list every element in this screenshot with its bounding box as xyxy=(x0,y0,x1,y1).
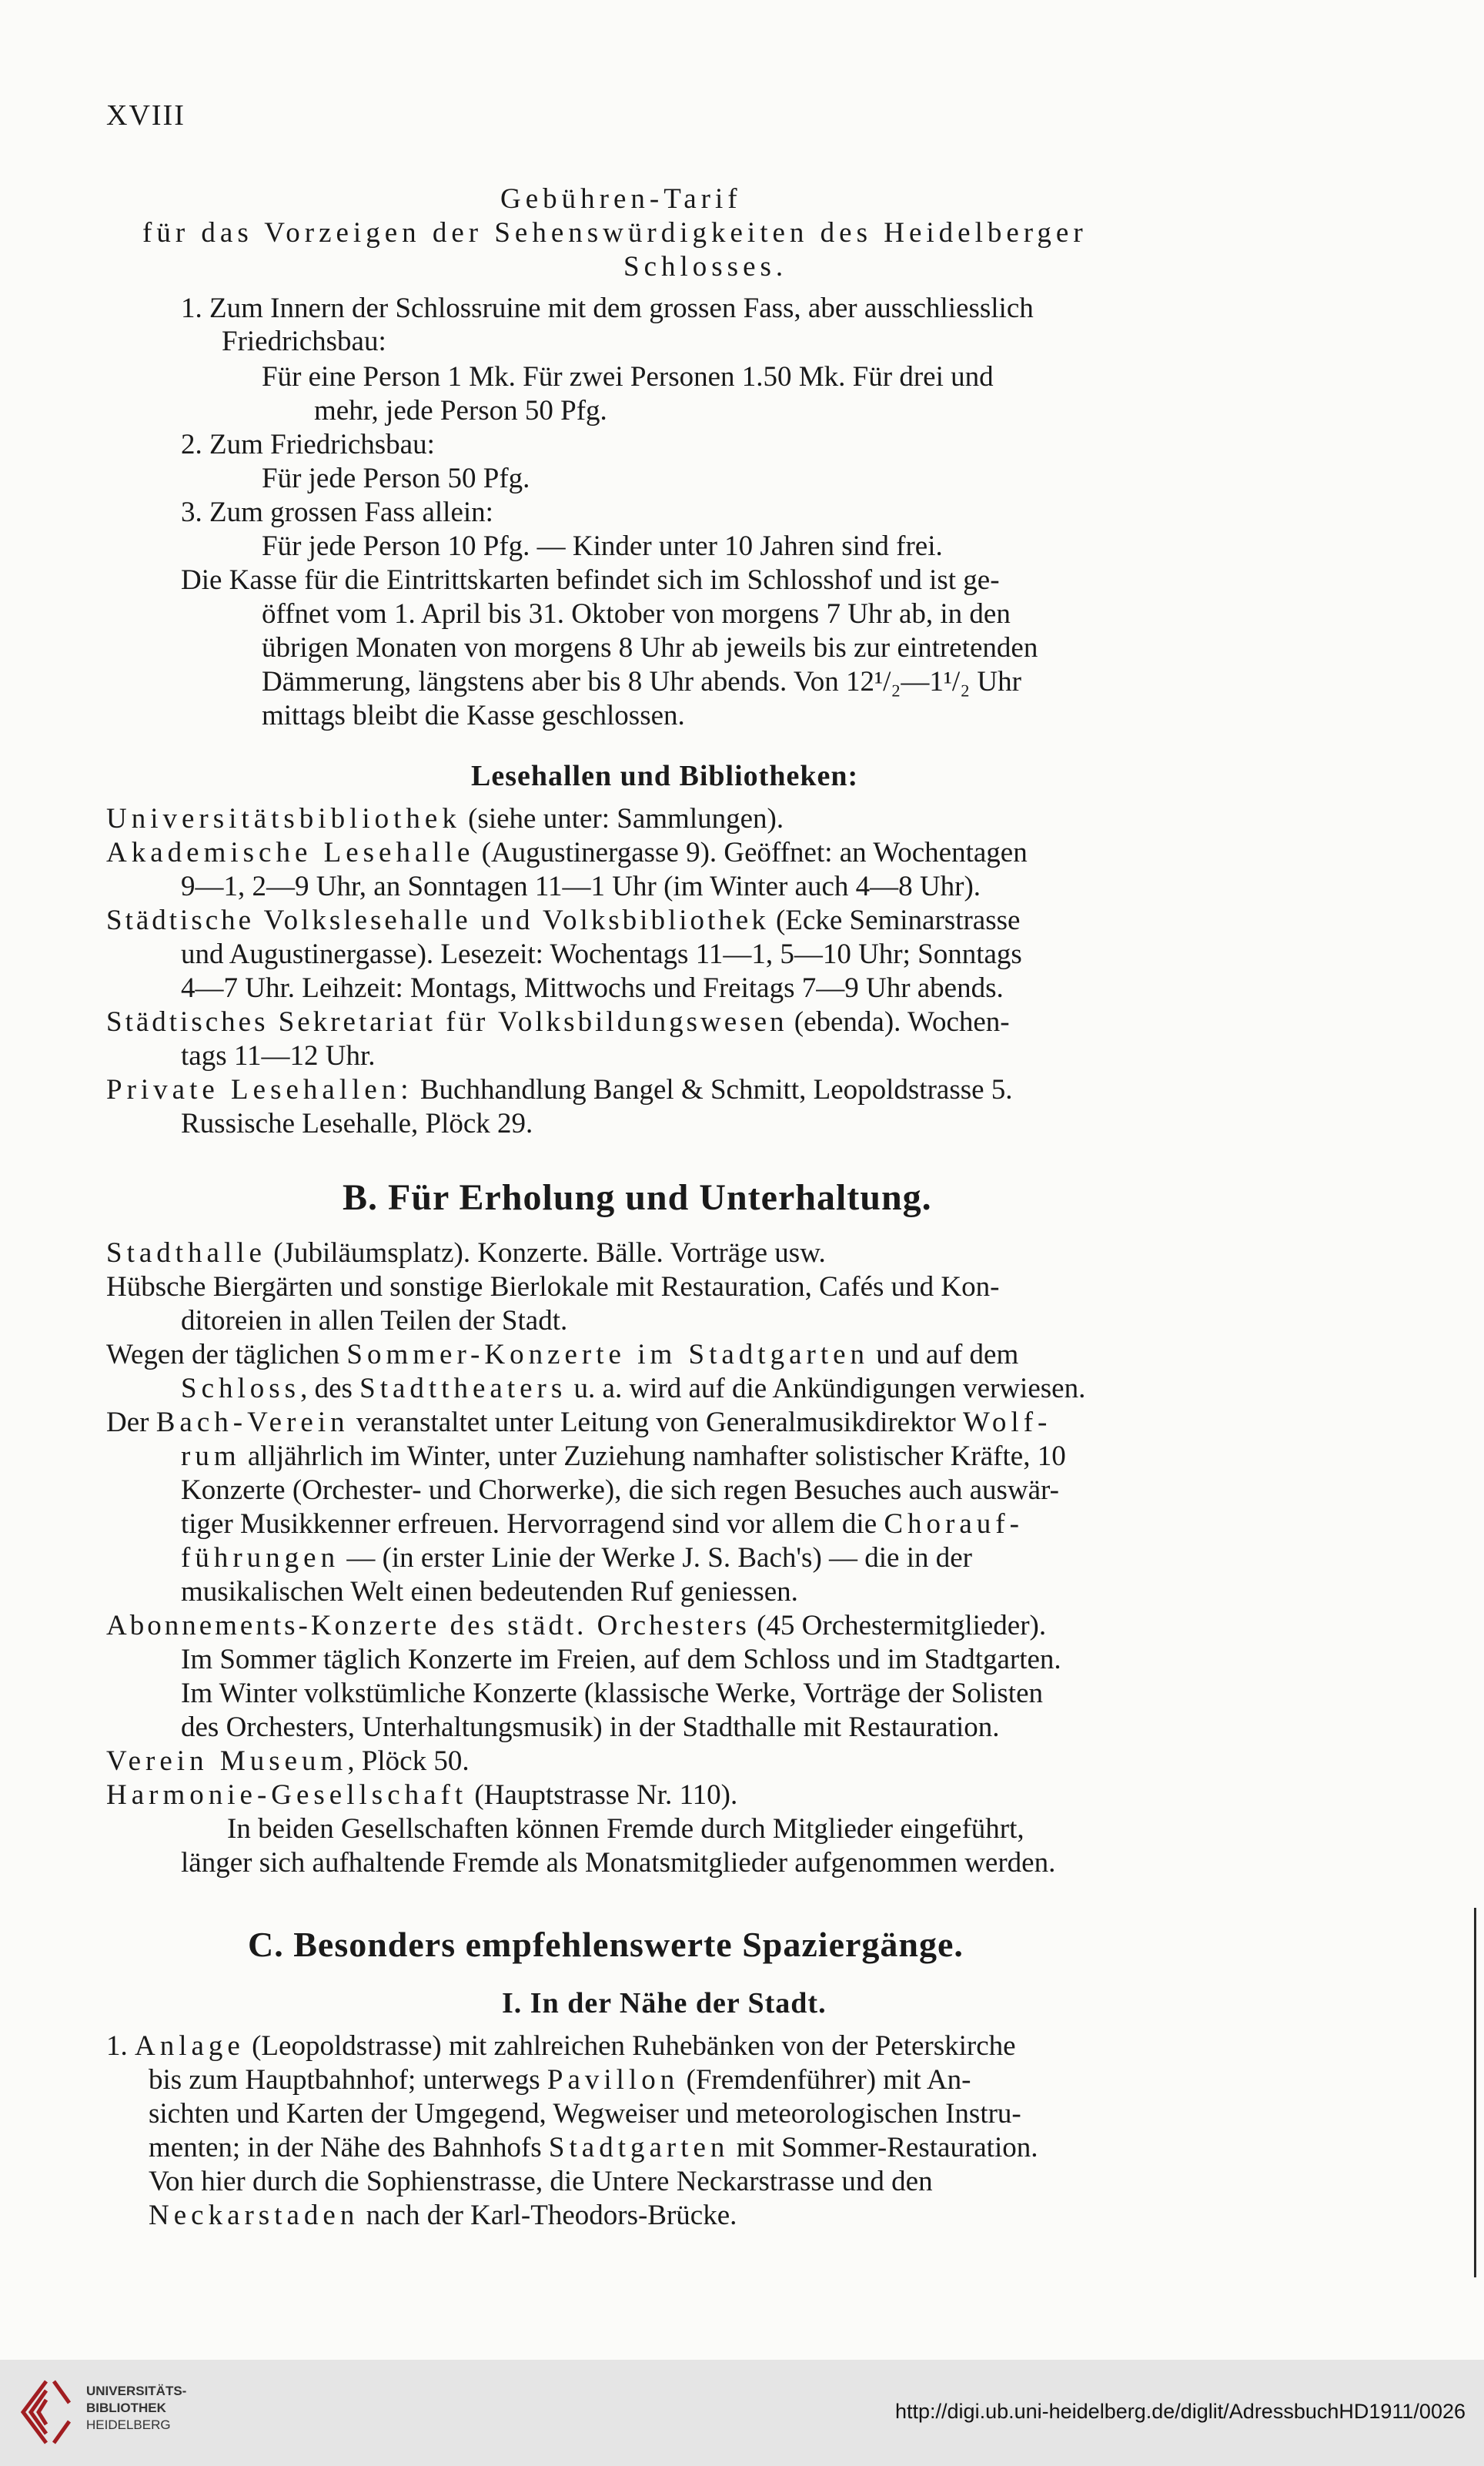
entry-name: Schloss xyxy=(181,1373,301,1404)
entry-text: (Augustinergasse 9). Geöffnet: an Wochentagen xyxy=(474,837,1028,868)
entry-text: Buchhandlung Bangel & Schmitt, Leopoldstrasse 5. xyxy=(413,1074,1013,1106)
lesehallen-heading: Lesehallen und Bibliotheken: xyxy=(471,760,859,792)
kasse-text: mittags bleibt die Kasse geschlossen. xyxy=(262,700,685,731)
footer-bar xyxy=(0,2360,1484,2466)
entry-text: Russische Lesehalle, Plöck 29. xyxy=(181,1108,533,1139)
tariff-item-1-price: Für eine Person 1 Mk. Für zwei Personen 1.50 Mk. Für drei und xyxy=(262,361,994,393)
entry-name: Neckarstaden xyxy=(149,2200,359,2231)
entry-text: Konzerte (Orchester- und Chorwerke), die sich regen Besuches auch auswär- xyxy=(181,1474,1059,1506)
entry-stadthalle xyxy=(106,1236,826,1270)
entry-akademische-lesehalle xyxy=(106,836,1028,870)
source-url-link[interactable]: http://digi.ub.uni-heidelberg.de/diglit/AdressbuchHD1911/0026 xyxy=(895,2400,1466,2423)
entry-name: Bach-Verein xyxy=(155,1407,349,1438)
page-number: XVIII xyxy=(106,99,186,132)
entry-private-lesehallen xyxy=(106,1073,1013,1107)
entry-text: 4—7 Uhr. Leihzeit: Montags, Mittwochs und Freitags 7—9 Uhr abends. xyxy=(181,972,1004,1004)
entry-text: (Ecke Seminarstrasse xyxy=(768,905,1021,936)
entry-text: alljährlich im Winter, unter Zuziehung namhafter solistischer Kräfte, 10 xyxy=(240,1440,1066,1472)
tariff-subtitle-cont: Schlosses. xyxy=(623,251,788,283)
entry-text: 1. xyxy=(106,2030,135,2062)
entry-bach-verein xyxy=(106,1406,1051,1440)
section-c-heading: C. Besonders empfehlenswerte Spaziergänge. xyxy=(248,1925,964,1964)
entry-text: (Leopoldstrasse) mit zahlreichen Ruhebänken von der Peterskirche xyxy=(244,2030,1016,2062)
entry-text xyxy=(181,1440,1066,1474)
tariff-subtitle: für das Vorzeigen der Sehenswürdigkeiten des Heidelberger xyxy=(142,217,1088,249)
entry-text: bis zum Hauptbahnhof; unterwegs xyxy=(149,2064,547,2096)
tariff-title: Gebühren-Tarif xyxy=(500,183,742,215)
tariff-item-1-price-cont: mehr, jede Person 50 Pfg. xyxy=(314,395,607,427)
entry-text: u. a. wird auf die Ankündigungen verwiesen. xyxy=(567,1373,1086,1404)
entry-text xyxy=(181,1541,972,1575)
tariff-item-2: 2. Zum Friedrichsbau: xyxy=(181,429,435,460)
entry-sommer-konzerte xyxy=(106,1338,1018,1372)
entry-text: sichten und Karten der Umgegend, Wegweiser und meteorologischen Instru- xyxy=(149,2098,1021,2130)
entry-name: Stadttheaters xyxy=(359,1373,567,1404)
entry-name: Universitätsbibliothek xyxy=(106,803,461,835)
entry-text: mit Sommer-Restauration. xyxy=(729,2132,1038,2163)
entry-name: Harmonie-Gesellschaft xyxy=(106,1779,468,1811)
entry-name: Stadthalle xyxy=(106,1237,266,1269)
entry-text: Im Sommer täglich Konzerte im Freien, auf dem Schloss und im Stadtgarten. xyxy=(181,1644,1061,1675)
entry-text: menten; in der Nähe des Bahnhofs xyxy=(149,2132,549,2163)
section-b-heading: B. Für Erholung und Unterhaltung. xyxy=(343,1177,932,1218)
entry-text: (45 Orchestermitglieder). xyxy=(749,1610,1047,1641)
entry-name: Stadtgarten xyxy=(548,2132,730,2163)
entry-name: Städtische Volkslesehalle und Volksbibliothek xyxy=(106,905,769,936)
entry-text: nach der Karl-Theodors-Brücke. xyxy=(359,2200,737,2231)
entry-name: Wolf- xyxy=(962,1407,1052,1438)
entry-text: länger sich aufhaltende Fremde als Monatsmitglieder aufgenommen werden. xyxy=(181,1847,1056,1879)
kasse-text: übrigen Monaten von morgens 8 Uhr ab jeweils bis zur eintretenden xyxy=(262,632,1038,664)
university-library-logo-icon xyxy=(15,2375,77,2452)
entry-text: und auf dem xyxy=(869,1339,1019,1370)
logo-line: UNIVERSITÄTS- xyxy=(86,2384,187,2398)
entry-text: , Plöck 50. xyxy=(347,1745,470,1777)
entry-text: In beiden Gesellschaften können Fremde durch Mitglieder eingeführt, xyxy=(227,1813,1024,1845)
entry-universitaetsbibliothek xyxy=(106,802,784,836)
scan-edge-line xyxy=(1474,1908,1476,2277)
entry-name: Verein Museum xyxy=(106,1745,348,1777)
tariff-item-2-price: Für jede Person 50 Pfg. xyxy=(262,463,530,494)
entry-name: Städtisches Sekretariat für Volksbildungswesen xyxy=(106,1006,787,1038)
entry-biergaerten: Hübsche Biergärten und sonstige Bierlokale mit Restauration, Cafés und Kon- xyxy=(106,1271,1000,1303)
entry-text xyxy=(149,2063,971,2097)
tariff-item-1-cont: Friedrichsbau: xyxy=(222,326,386,357)
entry-text: 9—1, 2—9 Uhr, an Sonntagen 11—1 Uhr (im Winter auch 4—8 Uhr). xyxy=(181,871,981,902)
logo-line: BIBLIOTHEK xyxy=(86,2401,166,2415)
entry-text: Der xyxy=(106,1407,156,1438)
entry-name: Private Lesehallen: xyxy=(106,1074,413,1106)
entry-text: — (in erster Linie der Werke J. S. Bach's) — die in der xyxy=(339,1542,972,1574)
entry-text: (ebenda). Wochen- xyxy=(787,1006,1010,1038)
entry-harmonie-gesellschaft xyxy=(106,1778,737,1812)
tariff-item-3: 3. Zum grossen Fass allein: xyxy=(181,497,493,528)
entry-name: rum xyxy=(181,1440,241,1472)
entry-verein-museum xyxy=(106,1745,470,1778)
entry-text xyxy=(181,1372,1085,1406)
kasse-text: Die Kasse für die Eintrittskarten befindet sich im Schlosshof und ist ge- xyxy=(181,564,1000,596)
logo-text xyxy=(86,2383,186,2434)
entry-text: tiger Musikkenner erfreuen. Hervorragend sind vor allem die xyxy=(181,1508,884,1540)
walk-item-1 xyxy=(106,2029,1016,2063)
entry-text xyxy=(149,2131,1038,2165)
entry-text: (Hauptstrasse Nr. 110). xyxy=(467,1779,738,1811)
entry-text: und Augustinergasse). Lesezeit: Wochentags 11—1, 5—10 Uhr; Sonntags xyxy=(181,939,1022,970)
entry-text: (Fremdenführer) mit An- xyxy=(679,2064,971,2096)
entry-text: ditoreien in allen Teilen der Stadt. xyxy=(181,1305,568,1337)
kasse-text: öffnet vom 1. April bis 31. Oktober von morgens 7 Uhr ab, in den xyxy=(262,598,1011,630)
entry-text: Im Winter volkstümliche Konzerte (klassische Werke, Vorträge der Solisten xyxy=(181,1678,1043,1709)
entry-text: Wegen der täglichen xyxy=(106,1339,347,1370)
entry-abonnements-konzerte xyxy=(106,1609,1046,1643)
entry-name: Akademische Lesehalle xyxy=(106,837,475,868)
entry-text: Von hier durch die Sophienstrasse, die Untere Neckarstrasse und den xyxy=(149,2166,933,2197)
entry-text: (siehe unter: Sammlungen). xyxy=(460,803,784,835)
entry-text: tags 11—12 Uhr. xyxy=(181,1040,376,1072)
entry-name: führungen xyxy=(181,1542,340,1574)
entry-text: , des xyxy=(300,1373,360,1404)
entry-text: veranstaltet unter Leitung von Generalmusikdirektor xyxy=(349,1407,963,1438)
entry-text: (Jubiläumsplatz). Konzerte. Bälle. Vorträge usw. xyxy=(266,1237,826,1269)
section-c-subheading: I. In der Nähe der Stadt. xyxy=(502,1987,827,2019)
tariff-item-1: 1. Zum Innern der Schlossruine mit dem grossen Fass, aber ausschliesslich xyxy=(181,293,1034,324)
entry-name: Sommer-Konzerte im Stadtgarten xyxy=(346,1339,870,1370)
entry-text: des Orchesters, Unterhaltungsmusik) in der Stadthalle mit Restauration. xyxy=(181,1711,1000,1743)
entry-text xyxy=(149,2199,737,2233)
logo-line: HEIDELBERG xyxy=(86,2417,171,2432)
entry-name: Abonnements-Konzerte des städt. Orchesters xyxy=(106,1610,750,1641)
entry-name: Anlage xyxy=(135,2030,245,2062)
entry-volkslesehalle xyxy=(106,904,1020,938)
entry-name: Pavillon xyxy=(546,2064,680,2096)
entry-text: musikalischen Welt einen bedeutenden Ruf geniessen. xyxy=(181,1576,798,1608)
kasse-text: Dämmerung, längstens aber bis 8 Uhr abends. Von 12¹/₂—1¹/₂ Uhr xyxy=(262,666,1021,698)
entry-sekretariat xyxy=(106,1005,1010,1039)
entry-text xyxy=(181,1507,1024,1541)
entry-name: Chorauf- xyxy=(884,1508,1024,1540)
tariff-item-3-price: Für jede Person 10 Pfg. — Kinder unter 10 Jahren sind frei. xyxy=(262,530,943,562)
